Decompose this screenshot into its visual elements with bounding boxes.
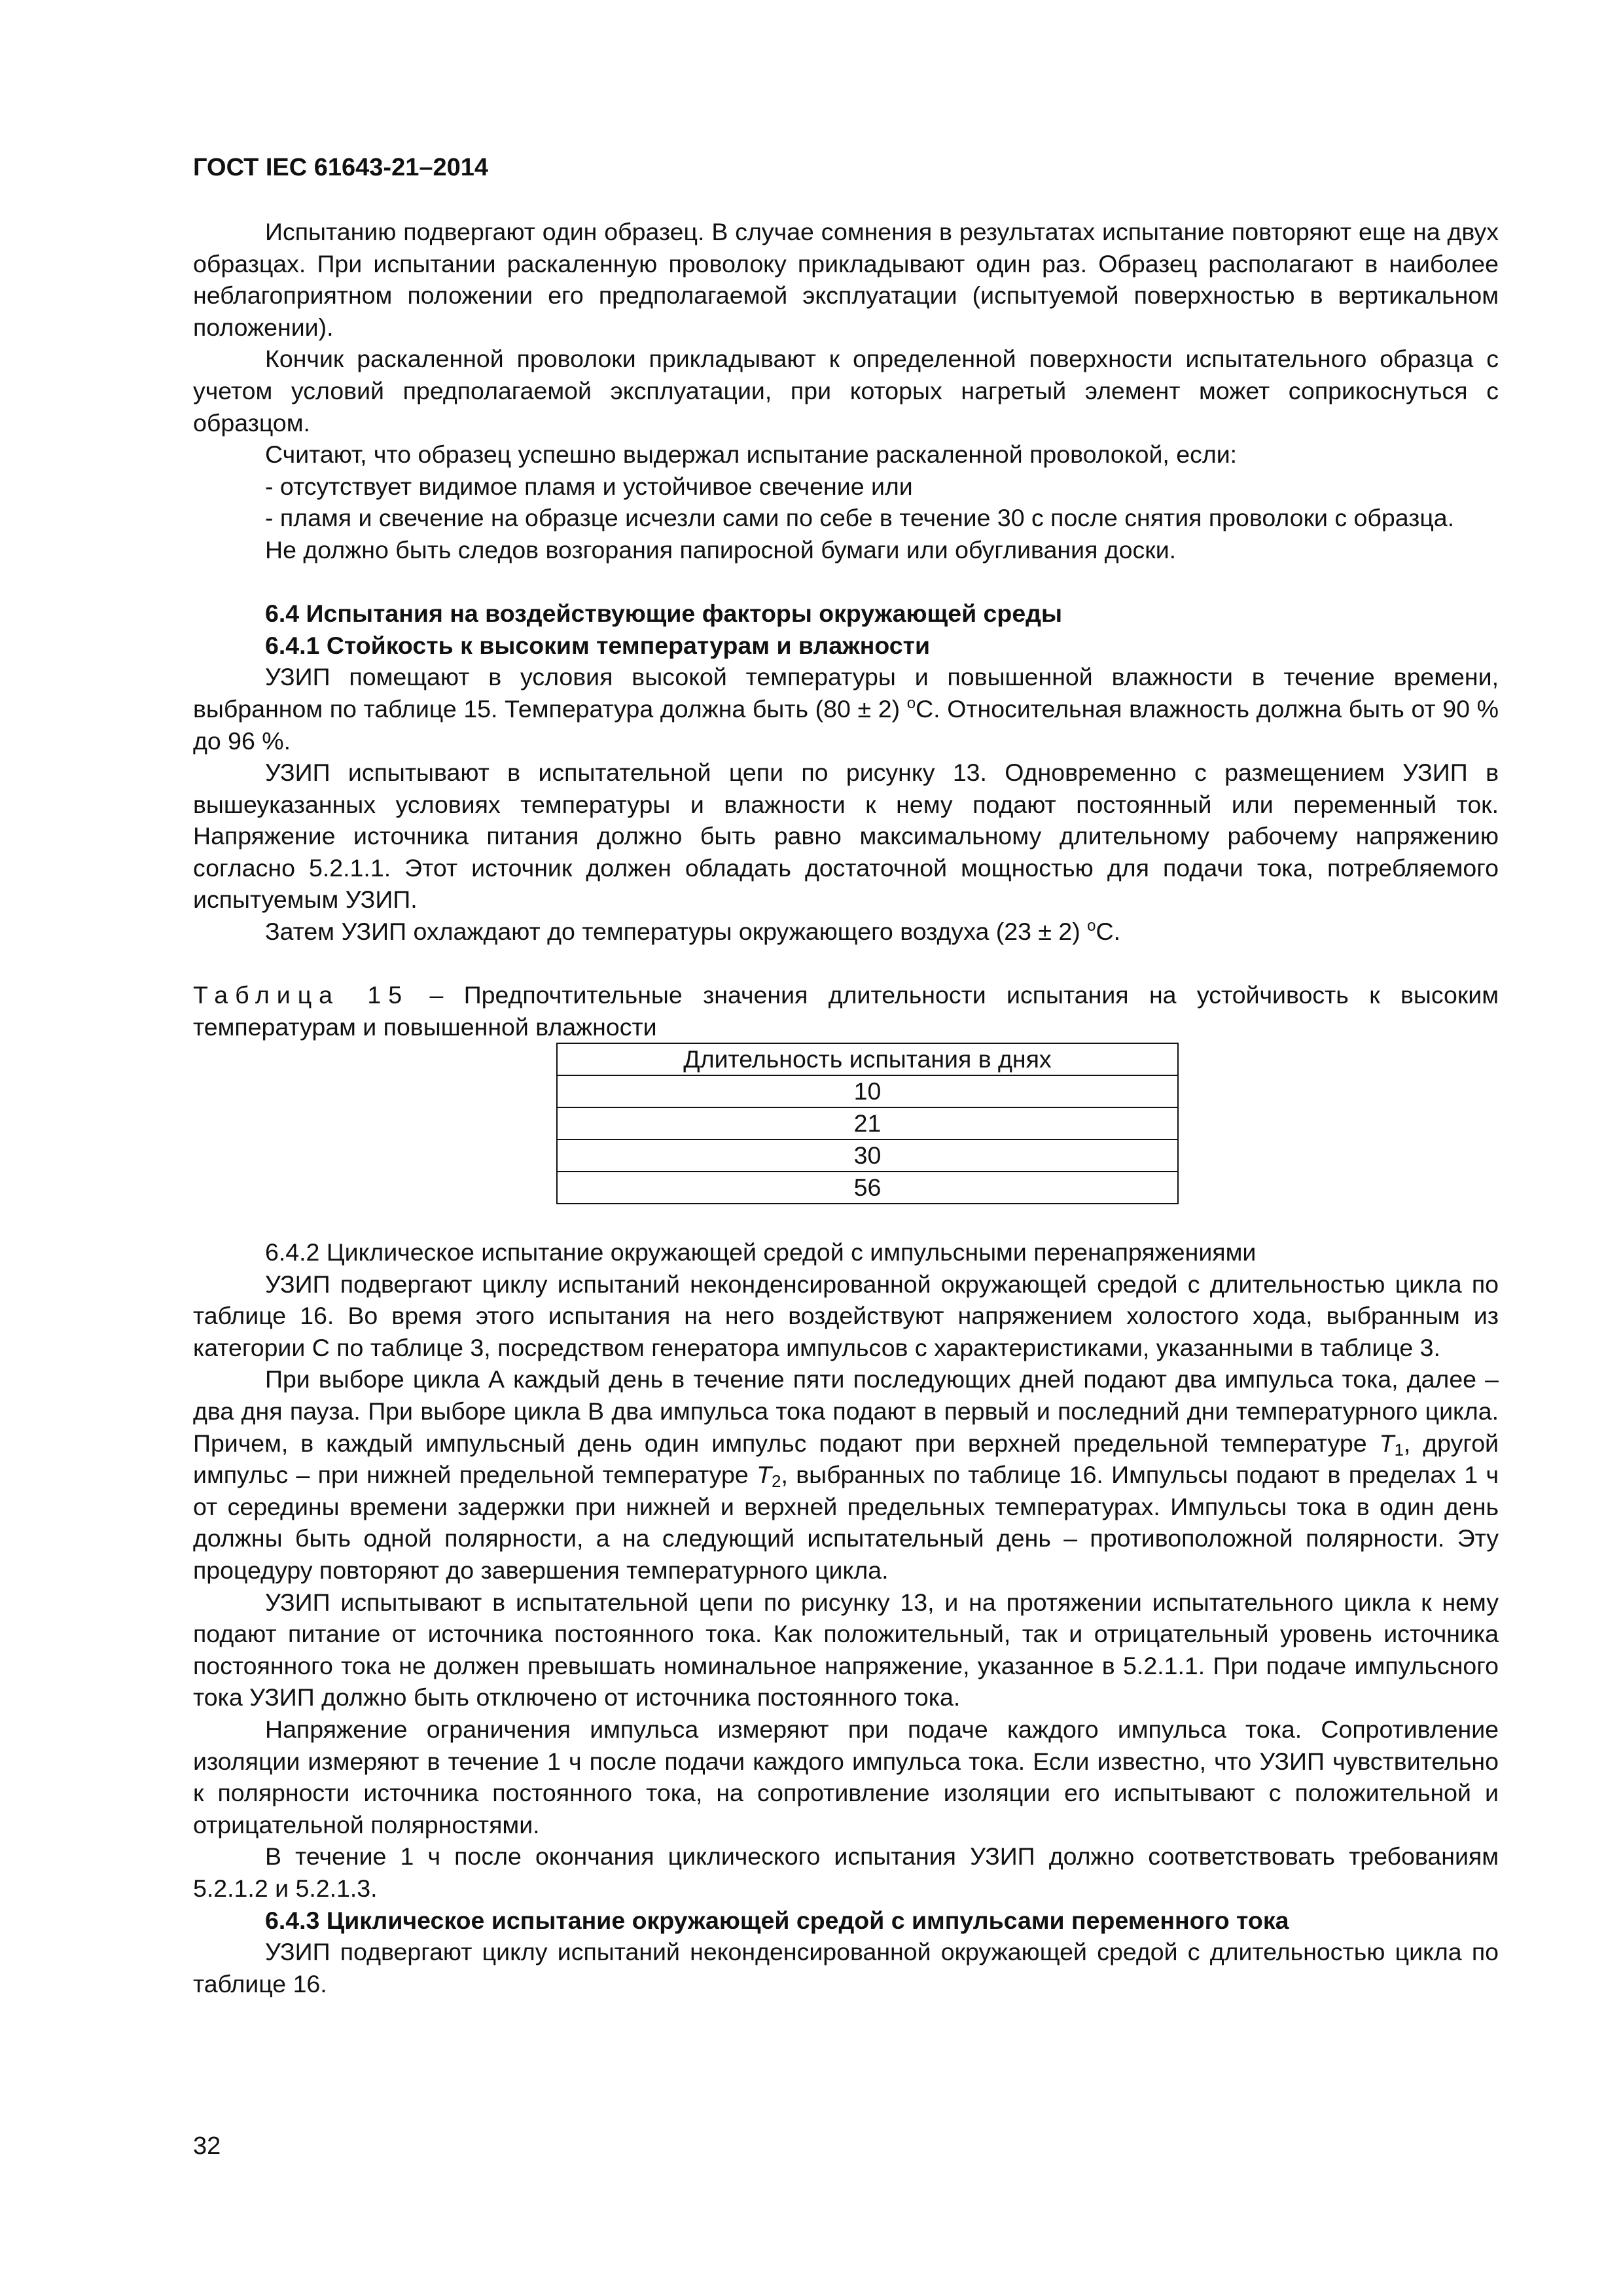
paragraph-temperature-humidity	[193, 661, 1499, 757]
table-cell: 21	[557, 1107, 1178, 1139]
page-number: 32	[193, 2132, 221, 2160]
paragraph-cooling	[193, 916, 1499, 948]
table-caption-text: – Предпочтительные значения длительности испытания на устойчивость к высоким температурам и повышенной влажности	[193, 981, 1499, 1041]
document-header: ГОСТ IEC 61643-21–2014	[193, 154, 489, 181]
table-row	[557, 1172, 1178, 1204]
spacer	[193, 1204, 1499, 1236]
section-heading-6-4-1: 6.4.1 Стойкость к высоким температурам и влажности	[265, 631, 931, 659]
paragraph-dc-supply: УЗИП испытывают в испытательной цепи по рисунку 13, и на протяжении испытательного цикла к нему подают питание от источника постоянного тока. Как положительный, так и отрицательный уровень источника постоянного тока не должен превышать номинальное напряжение, указанное в 5.2.1.1. При подаче импульсного тока УЗИП должно быть отключено от источника постоянного тока.	[193, 1588, 1499, 1712]
degree-sign: o	[1087, 917, 1096, 935]
table-cell: 56	[557, 1172, 1178, 1204]
table-caption-label: Таблица 15	[193, 981, 410, 1009]
text-run: УЗИП помещают в условия высокой температуры и повышенной влажности в течение времени, выбранном по таблице 15. Температура должна быть (80 ± 2)	[193, 663, 1499, 723]
symbol-t: T	[757, 1461, 772, 1489]
paragraph-after-test: В течение 1 ч после окончания циклического испытания УЗИП должно соответствовать требованиям 5.2.1.2 и 5.2.1.3.	[193, 1842, 1499, 1902]
spacer	[193, 566, 1499, 598]
table-row	[557, 1075, 1178, 1107]
text-run: С.	[1096, 918, 1120, 946]
symbol-t: T	[1379, 1429, 1395, 1457]
paragraph-ac-cycle: УЗИП подвергают циклу испытаний неконденсированной окружающей средой с длительностью цикла по таблице 16.	[193, 1938, 1499, 1998]
spacer	[193, 948, 1499, 980]
table-column-header: Длительность испытания в днях	[557, 1043, 1178, 1075]
paragraph-cycle-selection	[193, 1363, 1499, 1586]
table-header-row	[557, 1043, 1178, 1075]
degree-sign: o	[906, 694, 916, 712]
text-run: , другой импульс – при нижней предельной температуре	[193, 1429, 1499, 1489]
text-run: , выбранных по таблице 16. Импульсы подают в пределах 1 ч от середины времени задержки при нижней и верхней предельных температурах. Импульсы тока в один день должны быть одной полярности, а на следующий испытательный день – противоположной полярности. Эту процедуру повторяют до завершения температурного цикла.	[193, 1461, 1499, 1584]
paragraph-limiting-voltage: Напряжение ограничения импульса измеряют при подаче каждого импульса тока. Сопротивление изоляции измеряют в течение 1 ч после подачи каждого импульса тока. Если известно, что УЗИП чувствительно к полярности источника постоянного тока, на сопротивление изоляции его испытывают с положительной и отрицательной полярностями.	[193, 1715, 1499, 1839]
table-caption	[193, 979, 1499, 1043]
text-run: С. Относительная влажность должна быть от 90 % до 96 %.	[193, 694, 1499, 755]
section-heading-6-4-3: 6.4.3 Циклическое испытание окружающей средой с импульсами переменного тока	[265, 1906, 1289, 1934]
subscript: 2	[771, 1471, 781, 1492]
paragraph-pass-criteria: Считают, что образец успешно выдержал испытание раскаленной проволокой, если:	[265, 440, 1238, 469]
paragraph-cycle-test: УЗИП подвергают циклу испытаний неконденсированной окружающей средой с длительностью цикла по таблице 16. Во время этого испытания на него воздействуют напряжением холостого хода, выбранным из категории С по таблице 3, посредством генератора импульсов с характеристиками, указанными в таблице 3.	[193, 1270, 1499, 1361]
document-page	[193, 152, 1499, 2000]
list-item-no-flame: - отсутствует видимое пламя и устойчивое свечение или	[265, 472, 913, 500]
table-row	[557, 1139, 1178, 1172]
paragraph-no-ignition: Не должно быть следов возгорания папиросной бумаги или обугливания доски.	[265, 535, 1177, 564]
paragraph-sample-count: Испытанию подвергают один образец. В случае сомнения в результатах испытание повторяют еще на двух образцах. При испытании раскаленную проволоку прикладывают один раз. Образец располагают в наиболее неблагоприятном положении его предполагаемой эксплуатации (испытуемой поверхностью в вертикальном положении).	[193, 218, 1499, 341]
section-heading-6-4: 6.4 Испытания на воздействующие факторы окружающей среды	[265, 600, 1062, 628]
table-row	[557, 1107, 1178, 1139]
section-heading-6-4-2: 6.4.2 Циклическое испытание окружающей средой с импульсными перенапряжениями	[265, 1238, 1257, 1266]
table-cell: 10	[557, 1075, 1178, 1107]
text-run: При выборе цикла А каждый день в течение пяти последующих дней подают два импульса тока, далее – два дня пауза. При выборе цикла В два импульса тока подают в первый и последний дни температурного цикла. Причем, в каждый импульсный день один импульс подают при верхней предельной температуре	[193, 1365, 1499, 1457]
table-15	[556, 1043, 1179, 1204]
subscript: 1	[1394, 1439, 1404, 1460]
paragraph-wire-tip: Кончик раскаленной проволоки прикладывают к определенной поверхности испытательного образца с учетом условий предполагаемой эксплуатации, при которых нагретый элемент может соприкоснуться с образцом.	[193, 345, 1499, 437]
text-run: Затем УЗИП охлаждают до температуры окружающего воздуха (23 ± 2)	[265, 918, 1088, 946]
list-item-flame-extinguished: - пламя и свечение на образце исчезли сами по себе в течение 30 с после снятия проволоки с образца.	[265, 504, 1455, 532]
paragraph-test-circuit: УЗИП испытывают в испытательной цепи по рисунку 13. Одновременно с размещением УЗИП в вышеуказанных условиях температуры и влажности к нему подают постоянный или переменный ток. Напряжение источника питания должно быть равно максимальному длительному рабочему напряжению согласно 5.2.1.1. Этот источник должен обладать достаточной мощностью для подачи тока, потребляемого испытуемым УЗИП.	[193, 759, 1499, 914]
table-cell: 30	[557, 1139, 1178, 1172]
